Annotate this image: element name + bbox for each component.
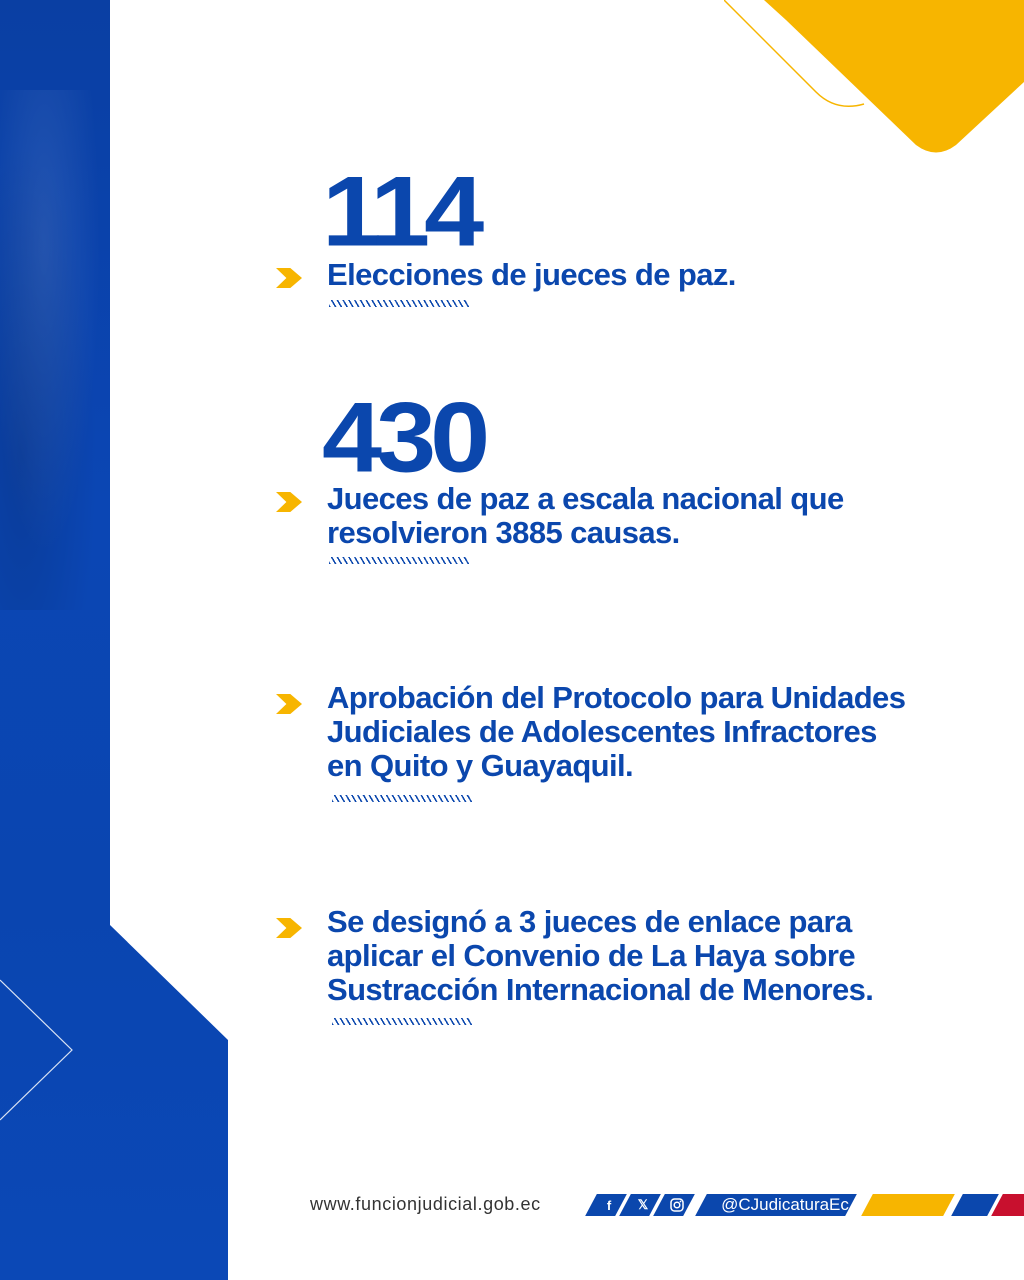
chevron-right-icon bbox=[276, 694, 302, 714]
band-texture bbox=[0, 90, 110, 610]
chevron-right-icon bbox=[276, 268, 302, 288]
chevron-right-icon bbox=[276, 492, 302, 512]
left-decorative-band bbox=[0, 0, 228, 1280]
hatch-divider bbox=[329, 557, 469, 564]
item-description: Aprobación del Protocolo para Unidades Judiciales de Adolescentes Infractores en Quito y Guayaquil. bbox=[327, 680, 906, 783]
hatch-divider bbox=[329, 300, 469, 307]
band-outline-chevron bbox=[0, 960, 80, 1150]
yellow-segment bbox=[861, 1194, 955, 1216]
stat-number-430: 430 bbox=[322, 381, 485, 493]
social-handle[interactable]: @CJudicaturaEc bbox=[721, 1195, 849, 1214]
hatch-divider bbox=[332, 1018, 472, 1025]
instagram-icon[interactable] bbox=[662, 1194, 692, 1216]
stat-description: Elecciones de jueces de paz. bbox=[327, 257, 736, 292]
website-link[interactable]: www.funcionjudicial.gob.ec bbox=[310, 1194, 541, 1214]
yellow-corner-shape bbox=[724, 0, 1024, 160]
facebook-icon[interactable]: f bbox=[606, 1197, 612, 1213]
footer-social-strip bbox=[585, 1194, 1024, 1216]
stat-number-114: 114 bbox=[322, 155, 479, 267]
hatch-divider bbox=[332, 795, 472, 802]
x-icon[interactable]: 𝕏 bbox=[637, 1197, 649, 1212]
stat-description: Jueces de paz a escala nacional que resolvieron 3885 causas. bbox=[327, 481, 844, 550]
chevron-right-icon bbox=[276, 918, 302, 938]
item-description: Se designó a 3 jueces de enlace para aplicar el Convenio de La Haya sobre Sustracción Internacional de Menores. bbox=[327, 904, 874, 1007]
